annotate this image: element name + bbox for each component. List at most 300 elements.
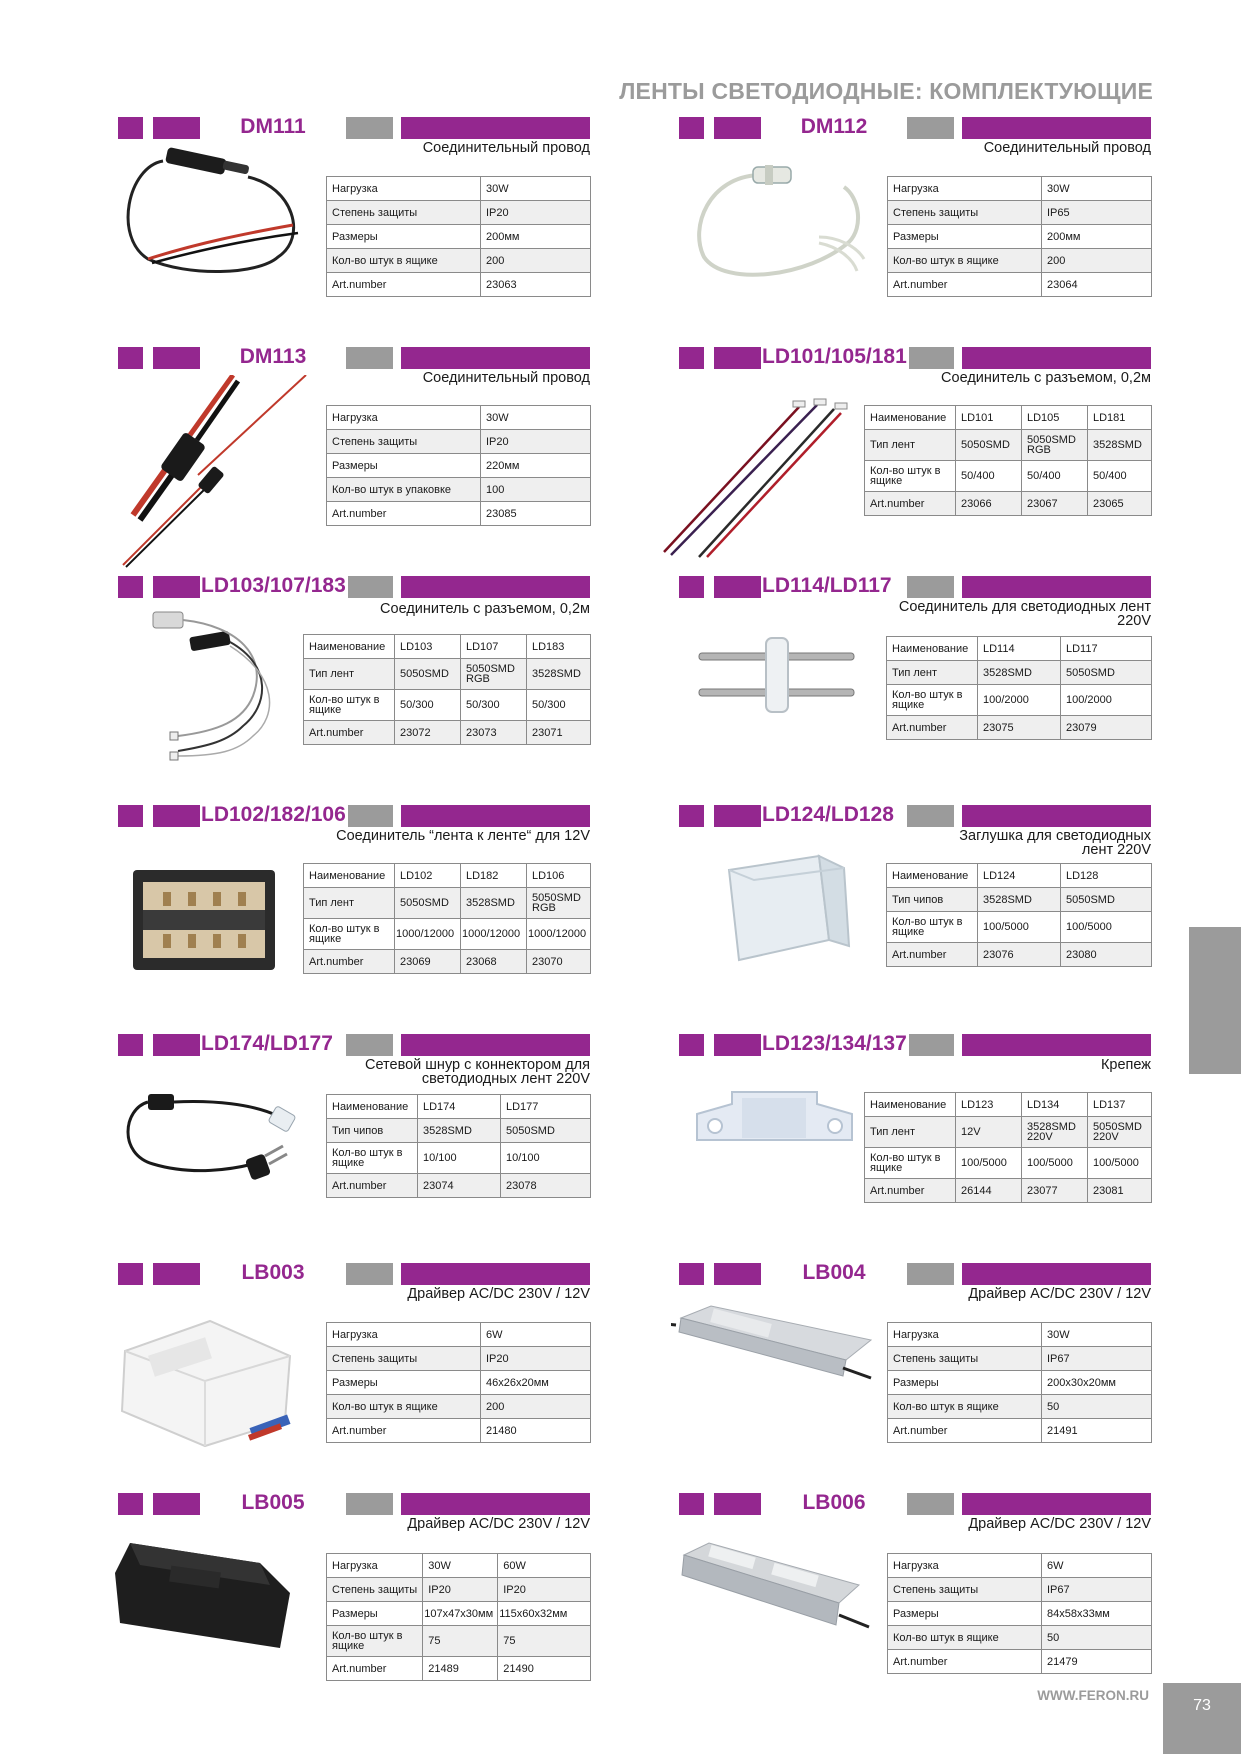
- end-cap-icon: [709, 850, 869, 980]
- spec-label: Наименование: [865, 1093, 956, 1117]
- spec-value: 3528SMD: [978, 661, 1061, 685]
- spec-value: LD137: [1088, 1093, 1152, 1117]
- spec-value: 100/5000: [956, 1148, 1022, 1179]
- spec-value: 3528SMD: [978, 888, 1061, 912]
- spec-label: Нагрузка: [327, 1554, 423, 1578]
- spec-label: Тип лент: [304, 888, 395, 919]
- product-code: LD123/134/137: [762, 1032, 907, 1055]
- spec-table: [864, 1092, 1152, 1203]
- table-row: [865, 461, 1152, 492]
- product-code: LB006: [761, 1490, 907, 1516]
- spec-value: LD114: [978, 637, 1061, 661]
- table-row: [327, 502, 591, 526]
- spec-value: 12V: [956, 1117, 1022, 1148]
- strip-to-strip-clip-icon: [133, 860, 283, 980]
- product-header: [118, 1493, 590, 1515]
- spec-label: Кол-во штук в ящике: [888, 249, 1042, 273]
- spec-label: Степень защиты: [327, 430, 481, 454]
- spec-value: IP20: [481, 430, 591, 454]
- spec-label: Art.number: [327, 502, 481, 526]
- spec-label: Тип лент: [887, 661, 978, 685]
- product-lb004: [679, 1263, 1151, 1483]
- spec-value: LD103: [395, 635, 461, 659]
- spec-value: 46x26x20мм: [481, 1371, 591, 1395]
- spec-label: Нагрузка: [327, 177, 481, 201]
- spec-table: [887, 176, 1152, 297]
- spec-value: IP20: [423, 1578, 498, 1602]
- spec-label: Кол-во штук в ящике: [887, 685, 978, 716]
- spec-value: 3528SMD: [461, 888, 527, 919]
- spec-value: 23070: [527, 950, 591, 974]
- product-subtitle: Драйвер AC/DC 230V / 12V: [407, 1286, 590, 1302]
- product-header: [118, 117, 590, 139]
- spec-value: 23079: [1061, 716, 1152, 740]
- spec-value: 50/300: [395, 690, 461, 721]
- spec-value: 200: [481, 1395, 591, 1419]
- spec-value: LD174: [418, 1095, 501, 1119]
- product-header: [679, 576, 1151, 598]
- spec-table: [326, 405, 591, 526]
- spec-value: 5050SMD RGB: [1022, 430, 1088, 461]
- spec-label: Кол-во штук в упаковке: [327, 478, 481, 502]
- spec-value: 23068: [461, 950, 527, 974]
- spec-value: 23064: [1042, 273, 1152, 297]
- spec-label: Тип чипов: [887, 888, 978, 912]
- spec-value: IP67: [1042, 1578, 1152, 1602]
- spec-label: Нагрузка: [888, 1554, 1042, 1578]
- section-side-tab: [1189, 927, 1241, 1074]
- spec-table: [303, 634, 591, 745]
- spec-value: LD181: [1088, 406, 1152, 430]
- table-row: [887, 943, 1152, 967]
- spec-value: 5050SMD: [956, 430, 1022, 461]
- spec-value: 5050SMD RGB: [461, 659, 527, 690]
- black-adapter-icon: [110, 1533, 300, 1653]
- product-subtitle: Соединительный провод: [983, 140, 1151, 156]
- table-row: [888, 1650, 1152, 1674]
- product-dm113: [118, 347, 590, 567]
- spec-value: LD134: [1022, 1093, 1088, 1117]
- spec-value: 5050SMD: [395, 888, 461, 919]
- spec-value: 23069: [395, 950, 461, 974]
- spec-value: 75: [423, 1626, 498, 1657]
- spec-value: 23072: [395, 721, 461, 745]
- table-row: [327, 177, 591, 201]
- table-row: [327, 1602, 591, 1626]
- spec-label: Тип лент: [865, 1117, 956, 1148]
- spec-label: Art.number: [887, 716, 978, 740]
- product-dm112: [679, 117, 1151, 337]
- table-row: [327, 249, 591, 273]
- table-row: [327, 1371, 591, 1395]
- spec-value: 21490: [498, 1657, 591, 1681]
- spec-value: 5050SMD 220V: [1088, 1117, 1152, 1148]
- spec-label: Art.number: [888, 273, 1042, 297]
- product-header: [118, 347, 590, 369]
- product-code: LB004: [761, 1260, 907, 1286]
- spec-label: Тип чипов: [327, 1119, 418, 1143]
- table-row: [887, 716, 1152, 740]
- product-lb005: [118, 1493, 590, 1713]
- table-row: [865, 430, 1152, 461]
- spec-value: LD117: [1061, 637, 1152, 661]
- spec-label: Размеры: [888, 225, 1042, 249]
- table-row: [888, 1419, 1152, 1443]
- product-code: DM112: [761, 114, 907, 140]
- product-header: [679, 347, 1151, 369]
- table-row: [327, 273, 591, 297]
- spec-value: 100/5000: [978, 912, 1061, 943]
- spec-value: 100/2000: [1061, 685, 1152, 716]
- spec-value: 200: [1042, 249, 1152, 273]
- table-row: [304, 919, 591, 950]
- slim-driver-icon: [674, 1535, 874, 1645]
- table-row: [888, 1347, 1152, 1371]
- table-row: [327, 1095, 591, 1119]
- table-row: [327, 406, 591, 430]
- spec-label: Размеры: [327, 1371, 481, 1395]
- spec-value: IP20: [481, 1347, 591, 1371]
- product-ld103-107-183: [118, 576, 590, 796]
- power-cord-icon: [123, 1084, 303, 1204]
- spec-value: LD106: [527, 864, 591, 888]
- table-row: [865, 1093, 1152, 1117]
- spec-value: 30W: [481, 406, 591, 430]
- product-ld124-ld128: [679, 805, 1151, 1025]
- spec-value: 115x60x32мм: [498, 1602, 591, 1626]
- product-code: DM113: [200, 344, 346, 370]
- table-row: [865, 1148, 1152, 1179]
- product-subtitle: Крепеж: [1100, 1057, 1151, 1073]
- product-subtitle: Соединительный провод: [422, 140, 590, 156]
- table-row: [888, 249, 1152, 273]
- table-row: [327, 430, 591, 454]
- table-row: [887, 864, 1152, 888]
- product-subtitle: Соединитель “лента к ленте“ для 12V: [336, 828, 590, 844]
- spec-value: 84x58x33мм: [1042, 1602, 1152, 1626]
- spec-label: Степень защиты: [888, 1347, 1042, 1371]
- spec-table: [886, 636, 1152, 740]
- spec-value: 30W: [1042, 177, 1152, 201]
- spec-label: Размеры: [327, 454, 481, 478]
- spec-value: 1000/12000: [395, 919, 461, 950]
- spec-value: 21489: [423, 1657, 498, 1681]
- product-header: [679, 117, 1151, 139]
- table-row: [327, 1657, 591, 1681]
- table-row: [865, 1179, 1152, 1203]
- spec-label: Степень защиты: [327, 201, 481, 225]
- spec-table: [864, 405, 1152, 516]
- spec-value: 200x30x20мм: [1042, 1371, 1152, 1395]
- table-row: [327, 1419, 591, 1443]
- spec-label: Нагрузка: [888, 1323, 1042, 1347]
- spec-value: 1000/12000: [461, 919, 527, 950]
- table-row: [327, 454, 591, 478]
- spec-label: Наименование: [327, 1095, 418, 1119]
- table-row: [304, 635, 591, 659]
- spec-value: 10/100: [418, 1143, 501, 1174]
- spec-label: Кол-во штук в ящике: [865, 1148, 956, 1179]
- spec-value: 3528SMD 220V: [1022, 1117, 1088, 1148]
- spec-value: 23081: [1088, 1179, 1152, 1203]
- spec-value: 5050SMD: [1061, 888, 1152, 912]
- table-row: [304, 950, 591, 974]
- product-code: LB003: [200, 1260, 346, 1286]
- table-row: [327, 1174, 591, 1198]
- spec-value: LD182: [461, 864, 527, 888]
- spec-value: LD107: [461, 635, 527, 659]
- product-subtitle: Соединительный провод: [422, 370, 590, 386]
- table-row: [888, 225, 1152, 249]
- spec-value: IP67: [1042, 1347, 1152, 1371]
- spec-value: 23063: [481, 273, 591, 297]
- spec-value: 100/2000: [978, 685, 1061, 716]
- product-code: LD101/105/181: [762, 345, 907, 368]
- spec-value: 23076: [978, 943, 1061, 967]
- mounting-clip-icon: [687, 1084, 867, 1174]
- product-ld174-ld177: [118, 1034, 590, 1254]
- dc-cable-icon: [118, 147, 318, 277]
- spec-value: 23077: [1022, 1179, 1088, 1203]
- spec-value: LD102: [395, 864, 461, 888]
- table-row: [887, 685, 1152, 716]
- waterproof-cable-icon: [679, 147, 879, 287]
- product-subtitle: Соединитель с разъемом, 0,2м: [941, 370, 1151, 386]
- spec-label: Наименование: [865, 406, 956, 430]
- product-subtitle: Драйвер AC/DC 230V / 12V: [968, 1516, 1151, 1532]
- spec-label: Наименование: [304, 864, 395, 888]
- spec-value: LD124: [978, 864, 1061, 888]
- product-subtitle: Соединитель для светодиодных лент 220V: [898, 599, 1151, 629]
- table-row: [888, 273, 1152, 297]
- spec-label: Art.number: [888, 1419, 1042, 1443]
- spec-value: 100/5000: [1022, 1148, 1088, 1179]
- spec-label: Наименование: [304, 635, 395, 659]
- spec-value: 50: [1042, 1395, 1152, 1419]
- spec-label: Art.number: [327, 273, 481, 297]
- spec-label: Кол-во штук в ящике: [887, 912, 978, 943]
- spec-label: Тип лент: [304, 659, 395, 690]
- spec-value: 23075: [978, 716, 1061, 740]
- table-row: [327, 1323, 591, 1347]
- product-code: LD124/LD128: [762, 803, 894, 826]
- spec-value: 30W: [1042, 1323, 1152, 1347]
- spec-table: [886, 863, 1152, 967]
- spec-value: LD105: [1022, 406, 1088, 430]
- spec-value: 3528SMD: [527, 659, 591, 690]
- spec-label: Art.number: [865, 1179, 956, 1203]
- table-row: [888, 177, 1152, 201]
- table-row: [888, 1371, 1152, 1395]
- spec-value: 1000/12000: [527, 919, 591, 950]
- spec-label: Кол-во штук в ящике: [304, 919, 395, 950]
- table-row: [887, 888, 1152, 912]
- product-header: [118, 1263, 590, 1285]
- spec-label: Art.number: [327, 1657, 423, 1681]
- table-row: [865, 406, 1152, 430]
- spec-value: 200: [481, 249, 591, 273]
- spec-table: [303, 863, 591, 974]
- page-number: 73: [1163, 1683, 1241, 1754]
- spec-value: 23065: [1088, 492, 1152, 516]
- spec-label: Art.number: [865, 492, 956, 516]
- product-header: [118, 1034, 590, 1056]
- table-row: [327, 478, 591, 502]
- spec-value: 50/300: [461, 690, 527, 721]
- product-code: LD174/LD177: [201, 1032, 333, 1055]
- spec-value: 30W: [481, 177, 591, 201]
- spec-value: 50/400: [1088, 461, 1152, 492]
- spec-value: 23066: [956, 492, 1022, 516]
- table-row: [327, 1395, 591, 1419]
- product-lb006: [679, 1493, 1151, 1713]
- table-row: [327, 1347, 591, 1371]
- spec-label: Степень защиты: [327, 1347, 481, 1371]
- spec-label: Art.number: [304, 721, 395, 745]
- spec-value: 6W: [481, 1323, 591, 1347]
- spec-value: 23078: [501, 1174, 591, 1198]
- spec-label: Нагрузка: [327, 1323, 481, 1347]
- spec-value: IP20: [498, 1578, 591, 1602]
- product-subtitle: Драйвер AC/DC 230V / 12V: [407, 1516, 590, 1532]
- table-row: [304, 659, 591, 690]
- spec-label: Кол-во штук в ящике: [888, 1395, 1042, 1419]
- spec-value: 50/400: [956, 461, 1022, 492]
- table-row: [327, 1626, 591, 1657]
- spec-value: 21480: [481, 1419, 591, 1443]
- table-row: [304, 690, 591, 721]
- spec-label: Тип лент: [865, 430, 956, 461]
- table-row: [327, 201, 591, 225]
- product-code: DM111: [200, 114, 346, 140]
- table-row: [888, 1578, 1152, 1602]
- product-header: [118, 805, 590, 827]
- product-ld123-134-137: [679, 1034, 1151, 1254]
- product-header: [118, 576, 590, 598]
- table-row: [327, 1554, 591, 1578]
- table-row: [865, 492, 1152, 516]
- product-header: [679, 1263, 1151, 1285]
- spec-value: 3528SMD: [1088, 430, 1152, 461]
- spec-label: Наименование: [887, 637, 978, 661]
- spec-table: [326, 1553, 591, 1681]
- spec-label: Кол-во штук в ящике: [304, 690, 395, 721]
- product-code: LD114/LD117: [762, 574, 892, 597]
- spec-value: 30W: [423, 1554, 498, 1578]
- page-title: ЛЕНТЫ СВЕТОДИОДНЫЕ: КОМПЛЕКТУЮЩИЕ: [619, 78, 1153, 104]
- spec-label: Степень защиты: [888, 1578, 1042, 1602]
- spec-value: 75: [498, 1626, 591, 1657]
- product-dm111: [118, 117, 590, 337]
- spec-value: 23085: [481, 502, 591, 526]
- table-row: [304, 888, 591, 919]
- spec-label: Art.number: [888, 1650, 1042, 1674]
- spec-value: 50/300: [527, 690, 591, 721]
- spec-label: Кол-во штук в ящике: [865, 461, 956, 492]
- table-row: [865, 1117, 1152, 1148]
- spec-value: IP20: [481, 201, 591, 225]
- table-row: [327, 225, 591, 249]
- spec-label: Размеры: [327, 225, 481, 249]
- spec-value: 23073: [461, 721, 527, 745]
- spec-value: 50/400: [1022, 461, 1088, 492]
- spec-label: Степень защиты: [888, 201, 1042, 225]
- spec-value: 3528SMD: [418, 1119, 501, 1143]
- spec-value: 23071: [527, 721, 591, 745]
- spec-label: Размеры: [327, 1602, 423, 1626]
- product-code: LD102/182/106: [201, 803, 346, 826]
- spec-label: Кол-во штук в ящике: [327, 249, 481, 273]
- spec-value: 6W: [1042, 1554, 1152, 1578]
- spec-label: Наименование: [887, 864, 978, 888]
- table-row: [888, 1602, 1152, 1626]
- table-row: [327, 1119, 591, 1143]
- footer-url[interactable]: WWW.FERON.RU: [1037, 1688, 1149, 1703]
- product-header: [679, 1034, 1151, 1056]
- product-ld102-182-106: [118, 805, 590, 1025]
- spec-value: 5050SMD: [395, 659, 461, 690]
- spec-table: [887, 1322, 1152, 1443]
- multi-wire-connector-icon: [659, 397, 859, 567]
- spec-label: Размеры: [888, 1371, 1042, 1395]
- spec-label: Art.number: [327, 1174, 418, 1198]
- spec-value: 10/100: [501, 1143, 591, 1174]
- spec-label: Art.number: [887, 943, 978, 967]
- spec-value: 5050SMD: [501, 1119, 591, 1143]
- aluminium-driver-icon: [671, 1298, 881, 1398]
- table-row: [888, 1395, 1152, 1419]
- white-driver-icon: [110, 1311, 300, 1451]
- spec-table: [326, 176, 591, 297]
- spec-value: LD177: [501, 1095, 591, 1119]
- spec-label: Степень защиты: [327, 1578, 423, 1602]
- spec-label: Кол-во штук в ящике: [327, 1395, 481, 1419]
- product-lb003: [118, 1263, 590, 1483]
- spec-value: 100: [481, 478, 591, 502]
- spec-value: 5050SMD RGB: [527, 888, 591, 919]
- spec-value: 60W: [498, 1554, 591, 1578]
- plug-pair-cable-icon: [118, 375, 318, 575]
- product-subtitle: Заглушка для светодиодных лент 220V: [959, 828, 1151, 858]
- spec-value: 200мм: [1042, 225, 1152, 249]
- spec-value: 50: [1042, 1626, 1152, 1650]
- spec-label: Нагрузка: [888, 177, 1042, 201]
- spec-value: LD101: [956, 406, 1022, 430]
- product-ld101-105-181: [679, 347, 1151, 567]
- spec-value: LD128: [1061, 864, 1152, 888]
- spec-value: 21491: [1042, 1419, 1152, 1443]
- spec-label: Кол-во штук в ящике: [327, 1143, 418, 1174]
- spec-value: LD123: [956, 1093, 1022, 1117]
- product-code: LB005: [200, 1490, 346, 1516]
- spec-value: 23067: [1022, 492, 1088, 516]
- table-row: [887, 661, 1152, 685]
- spec-value: 23074: [418, 1174, 501, 1198]
- table-row: [887, 637, 1152, 661]
- pin-connector-icon: [694, 636, 874, 746]
- table-row: [888, 1323, 1152, 1347]
- spec-value: 23080: [1061, 943, 1152, 967]
- spec-label: Art.number: [327, 1419, 481, 1443]
- spec-value: 100/5000: [1061, 912, 1152, 943]
- table-row: [888, 1554, 1152, 1578]
- table-row: [887, 912, 1152, 943]
- table-row: [327, 1578, 591, 1602]
- spec-value: LD183: [527, 635, 591, 659]
- spec-table: [887, 1553, 1152, 1674]
- spec-value: 200мм: [481, 225, 591, 249]
- table-row: [888, 201, 1152, 225]
